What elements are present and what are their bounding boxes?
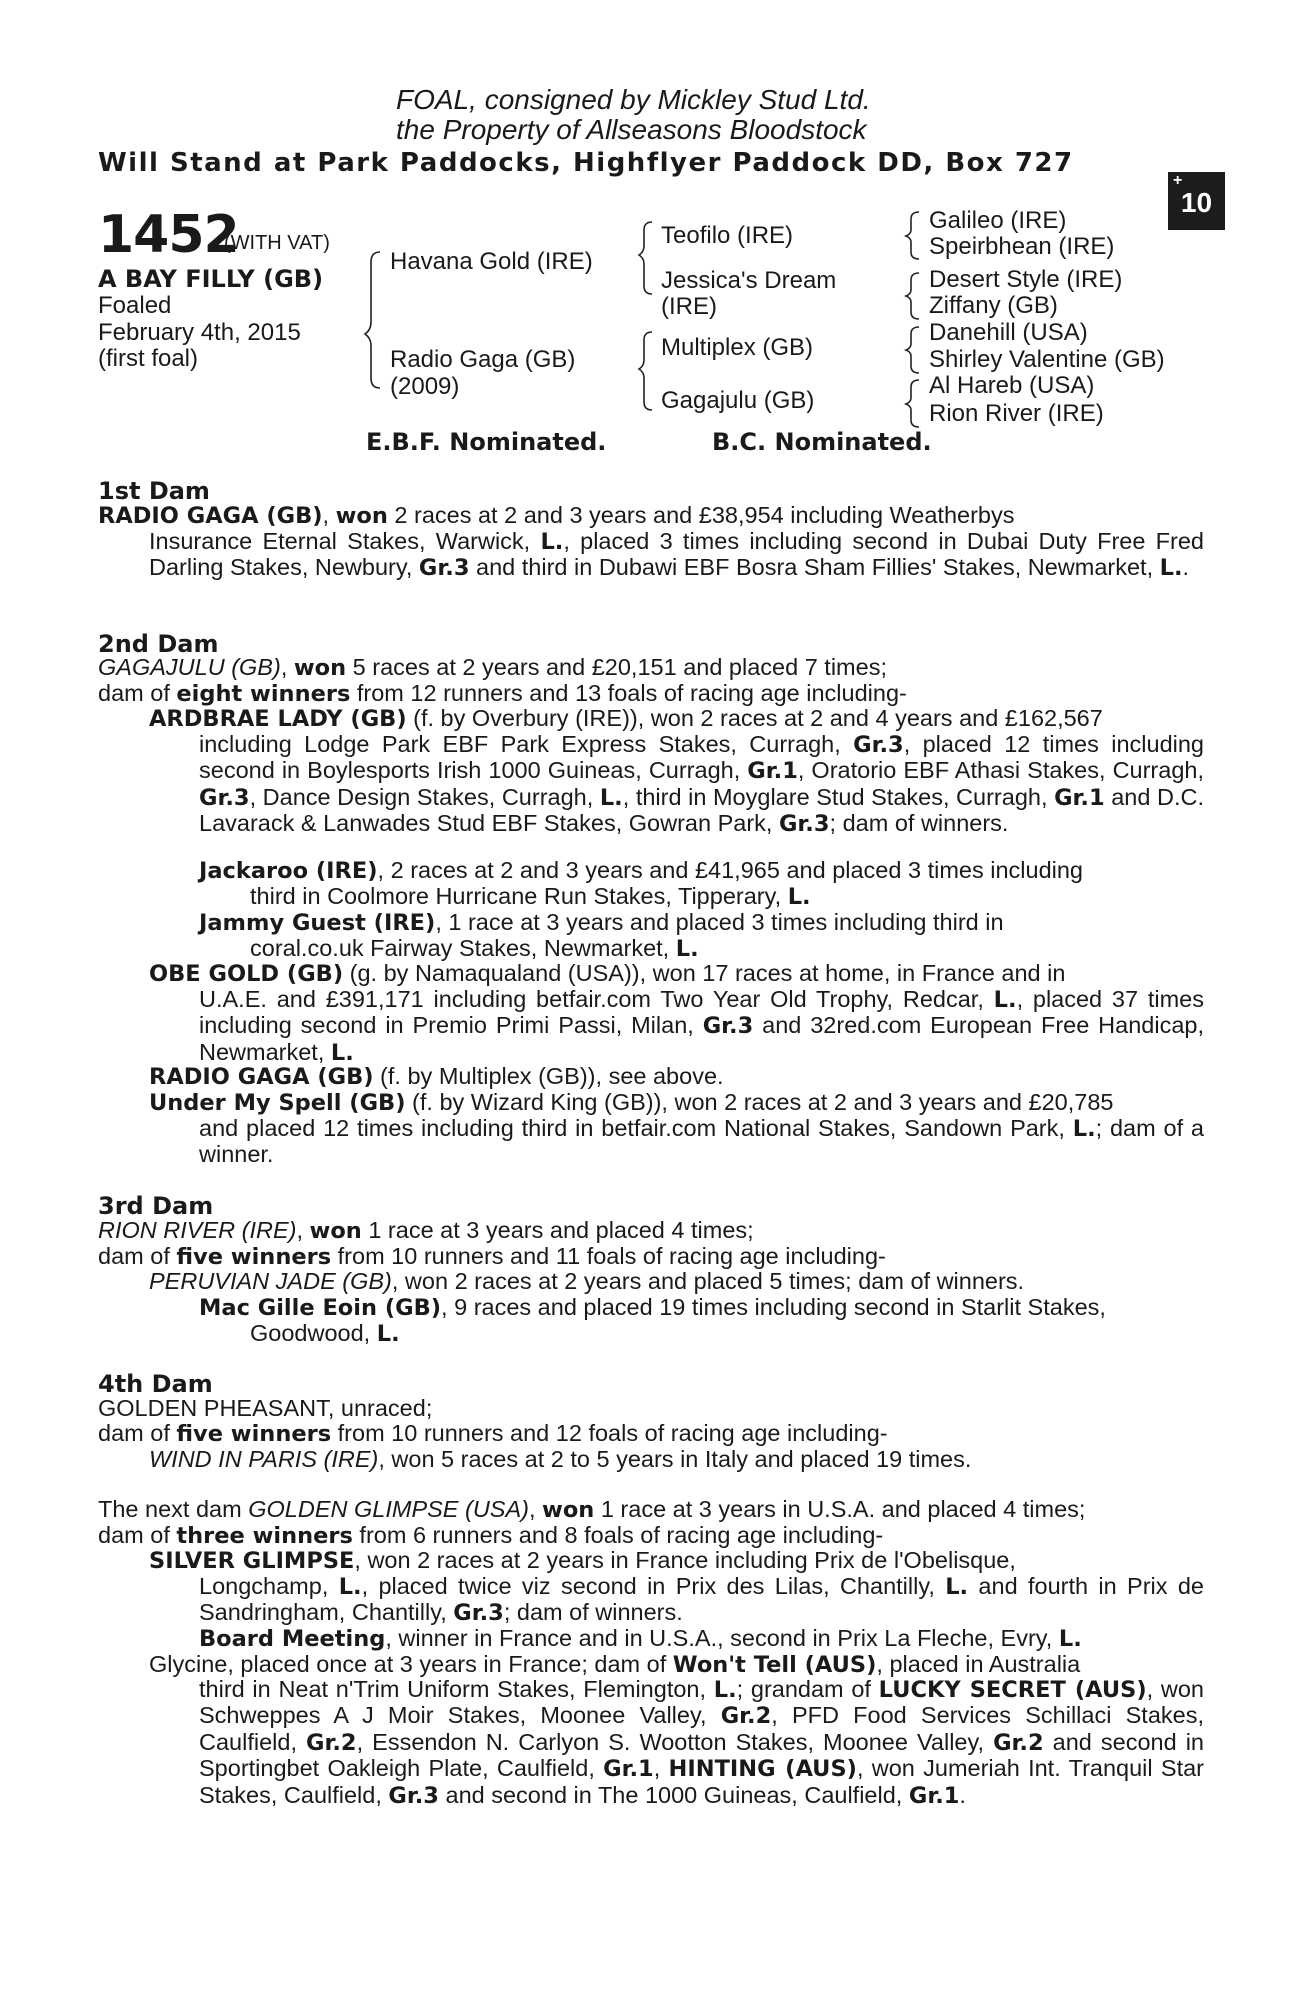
jammy-guest-details: coral.co.uk Fairway Stakes, Newmarket, L. [250,935,699,962]
vat-note: (WITH VAT) [224,232,330,254]
pedigree-dss: Danehill (USA) [929,319,1088,346]
brace-ss [906,212,919,259]
glycine-line: Glycine, placed once at 3 years in France; dam of Won't Tell (AUS), placed in Australia [149,1651,1081,1678]
silver-glimpse-details: Longchamp, L., placed twice viz second in Prix des Lilas, Chantilly, L. and fourth in Prix de Sandringham, Chantilly, Gr.3; dam of winners. [199,1573,1204,1627]
lot-number: 1452 [98,205,239,265]
radio-gaga-ref: RADIO GAGA (GB) (f. by Multiplex (GB)), see above. [149,1063,724,1090]
brace-dd [906,380,919,427]
mac-gille-eoin-details: Goodwood, L. [250,1320,400,1347]
lot-title: A BAY FILLY (GB) [98,265,324,293]
next-dam-intro: The next dam GOLDEN GLIMPSE (USA), won 1 race at 3 years in U.S.A. and placed 4 times; dam of three winners from 6 runners and 8 foals of racing age including- [98,1496,1086,1550]
mac-gille-eoin-line: Mac Gille Eoin (GB), 9 races and placed 19 times including second in Starlit Stakes, [199,1294,1106,1321]
pedigree-sire-dam-origin: (IRE) [661,293,717,320]
jammy-guest-line: Jammy Guest (IRE), 1 race at 3 years and placed 3 times including third in [199,909,1004,936]
section-second-dam: 2nd Dam [98,630,219,658]
stabling-location: Will Stand at Park Paddocks, Highflyer Paddock DD, Box 727 [98,148,1074,178]
ardbrae-lady-line: ARDBRAE LADY (GB) (f. by Overbury (IRE)), won 2 races at 2 and 4 years and £162,567 [149,705,1103,732]
foaled-date: February 4th, 2015 [98,319,301,346]
pedigree-braces [0,0,1314,460]
ebf-nominated: E.B.F. Nominated. [366,428,607,456]
brace-dam [639,332,652,410]
board-meeting-line: Board Meeting, winner in France and in U.S.A., second in Prix La Fleche, Evry, L. [199,1625,1082,1652]
section-fourth-dam: 4th Dam [98,1370,213,1398]
pedigree-dam-year: (2009) [390,373,460,400]
pedigree-sdd: Ziffany (GB) [929,292,1058,319]
first-dam-text-cont: Insurance Eternal Stakes, Warwick, L., placed 3 times including second in Dubai Duty Free Fred Darling Stakes, Newbury, Gr.3 and third in Dubawi EBF Bosra Sham Fillies' Stakes, Newmarket, L.. [149,528,1204,582]
pedigree-dsd: Shirley Valentine (GB) [929,346,1165,373]
foaled-label: Foaled [98,292,172,319]
pedigree-sire: Havana Gold (IRE) [390,248,593,275]
consignor-line: FOAL, consigned by Mickley Stud Ltd. [396,84,871,115]
glycine-details: third in Neat n'Trim Uniform Stakes, Flemington, L.; grandam of LUCKY SECRET (AUS), won Schweppes A J Moir Stakes, Moonee Valley, Gr.2, PFD Food Services Schillaci Stakes, Caulfield, Gr.2, Essendon N. Carlyon S. Wootton Stakes, Moonee Valley, Gr.2 and second in Sportingbet Oakleigh Plate, Caulfield, Gr.1, HINTING (AUS), won Jumeriah Int. Tranquil Star Stakes, Caulfield, Gr.3 and second in The 1000 Guineas, Caulfield, Gr.1. [199,1676,1205,1809]
brace-generation-1 [365,252,380,388]
pedigree-sss: Galileo (IRE) [929,207,1067,234]
under-my-spell-details: and placed 12 times including third in betfair.com National Stakes, Sandown Park, L.; dam of a winner. [199,1115,1204,1168]
brace-sire [639,222,652,294]
second-dam-intro: GAGAJULU (GB), won 5 races at 2 years and £20,151 and placed 7 times; dam of eight winners from 12 runners and 13 foals of racing age including- [98,654,907,708]
obe-gold-details: U.A.E. and £391,171 including betfair.com Two Year Old Trophy, Redcar, L., placed 37 times including second in Premio Primi Passi, Milan, Gr.3 and 32red.com European Free Handicap, Newmarket, L. [199,986,1204,1066]
foal-note: (first foal) [98,345,199,372]
fourth-dam-intro: GOLDEN PHEASANT, unraced; dam of five winners from 10 runners and 12 foals of racing age including- [98,1395,888,1448]
jackaroo-line: Jackaroo (IRE), 2 races at 2 and 3 years and £41,965 and placed 3 times including [199,857,1084,884]
obe-gold-line: OBE GOLD (GB) (g. by Namaqualand (USA)), won 17 races at home, in France and in [149,960,1066,987]
pedigree-dam: Radio Gaga (GB) [390,346,576,373]
peruvian-jade-line: PERUVIAN JADE (GB), won 2 races at 2 years and placed 5 times; dam of winners. [149,1268,1025,1294]
third-dam-intro: RION RIVER (IRE), won 1 race at 3 years and placed 4 times; dam of five winners from 10 runners and 11 foals of racing age including- [98,1217,886,1271]
section-third-dam: 3rd Dam [98,1192,214,1220]
section-first-dam: 1st Dam [98,477,210,505]
first-dam-text: RADIO GAGA (GB), won 2 races at 2 and 3 years and £38,954 including Weatherbys [98,502,1015,529]
brace-ds [906,327,919,373]
pedigree-sire-dam: Jessica's Dream [661,267,837,294]
pedigree-sds: Desert Style (IRE) [929,266,1123,293]
lot-badge-icon: + 10 [1168,172,1225,230]
property-line: the Property of Allseasons Bloodstock [396,114,867,145]
bc-nominated: B.C. Nominated. [712,428,932,456]
jackaroo-details: third in Coolmore Hurricane Run Stakes, Tipperary, L. [250,883,811,910]
silver-glimpse-line: SILVER GLIMPSE, won 2 races at 2 years in France including Prix de l'Obelisque, [149,1547,1016,1574]
pedigree-dam-dam: Gagajulu (GB) [661,387,815,414]
pedigree-ddd: Rion River (IRE) [929,400,1104,427]
ardbrae-lady-details: including Lodge Park EBF Park Express Stakes, Curragh, Gr.3, placed 12 times including second in Boylesports Irish 1000 Guineas, Curragh, Gr.1, Oratorio EBF Athasi Stakes, Curragh, Gr.3, Dance Design Stakes, Curragh, L., third in Moyglare Stud Stakes, Curragh, Gr.1 and D.C. Lavarack & Lanwades Stud EBF Stakes, Gowran Park, Gr.3; dam of winners. [199,731,1204,838]
pedigree-sire-sire: Teofilo (IRE) [661,222,794,249]
under-my-spell-line: Under My Spell (GB) (f. by Wizard King (GB)), won 2 races at 2 and 3 years and £20,785 [149,1089,1114,1116]
pedigree-dam-sire: Multiplex (GB) [661,334,814,361]
wind-in-paris-line: WIND IN PARIS (IRE), won 5 races at 2 to 5 years in Italy and placed 19 times. [149,1446,972,1472]
brace-sd [906,273,919,319]
pedigree-dds: Al Hareb (USA) [929,372,1095,399]
pedigree-ssd: Speirbhean (IRE) [929,233,1115,260]
